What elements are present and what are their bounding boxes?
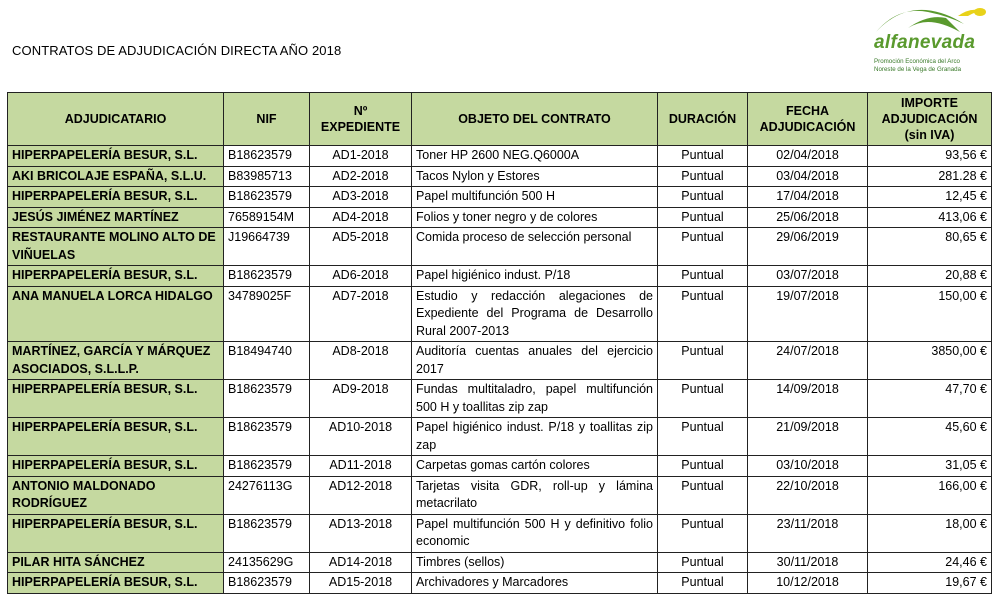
cell-duracion: Puntual xyxy=(658,380,748,418)
cell-duracion: Puntual xyxy=(658,166,748,187)
cell-nif: 24276113G xyxy=(224,476,310,514)
cell-duracion: Puntual xyxy=(658,228,748,266)
cell-duracion: Puntual xyxy=(658,146,748,167)
cell-importe: 3850,00 € xyxy=(868,342,992,380)
header-expediente-line1: Nº xyxy=(353,104,368,118)
cell-expediente: AD13-2018 xyxy=(310,514,412,552)
header-objeto: OBJETO DEL CONTRATO xyxy=(412,93,658,146)
cell-fecha: 02/04/2018 xyxy=(748,146,868,167)
cell-importe: 166,00 € xyxy=(868,476,992,514)
cell-expediente: AD15-2018 xyxy=(310,573,412,594)
cell-importe: 45,60 € xyxy=(868,418,992,456)
cell-nif: J19664739 xyxy=(224,228,310,266)
cell-objeto: Tarjetas visita GDR, roll-up y lámina metacrilato xyxy=(412,476,658,514)
cell-adjudicatario: HIPERPAPELERÍA BESUR, S.L. xyxy=(8,418,224,456)
cell-adjudicatario: HIPERPAPELERÍA BESUR, S.L. xyxy=(8,456,224,477)
table-header-row xyxy=(8,93,992,146)
cell-nif: B18623579 xyxy=(224,456,310,477)
header-importe-line2: ADJUDICACIÓN xyxy=(881,112,978,126)
table-row xyxy=(8,514,992,552)
cell-duracion: Puntual xyxy=(658,207,748,228)
cell-expediente: AD5-2018 xyxy=(310,228,412,266)
cell-fecha: 30/11/2018 xyxy=(748,552,868,573)
cell-expediente: AD11-2018 xyxy=(310,456,412,477)
cell-importe: 18,00 € xyxy=(868,514,992,552)
cell-expediente: AD7-2018 xyxy=(310,286,412,342)
cell-fecha: 03/07/2018 xyxy=(748,266,868,287)
cell-adjudicatario: HIPERPAPELERÍA BESUR, S.L. xyxy=(8,514,224,552)
logo-wordmark: alfanevada xyxy=(874,32,976,53)
cell-importe: 12,45 € xyxy=(868,187,992,208)
alfanevada-logo xyxy=(868,2,998,82)
cell-expediente: AD6-2018 xyxy=(310,266,412,287)
cell-fecha: 14/09/2018 xyxy=(748,380,868,418)
cell-objeto: Comida proceso de selección personal xyxy=(412,228,658,266)
cell-nif: B18494740 xyxy=(224,342,310,380)
cell-adjudicatario: JESÚS JIMÉNEZ MARTÍNEZ xyxy=(8,207,224,228)
table-row xyxy=(8,456,992,477)
cell-nif: B18623579 xyxy=(224,573,310,594)
cell-objeto: Toner HP 2600 NEG.Q6000A xyxy=(412,146,658,167)
cell-nif: B18623579 xyxy=(224,380,310,418)
cell-adjudicatario: HIPERPAPELERÍA BESUR, S.L. xyxy=(8,266,224,287)
cell-duracion: Puntual xyxy=(658,187,748,208)
cell-nif: B83985713 xyxy=(224,166,310,187)
cell-importe: 19,67 € xyxy=(868,573,992,594)
cell-duracion: Puntual xyxy=(658,266,748,287)
cell-objeto: Fundas multitaladro, papel multifunción 500 H y toallitas zip zap xyxy=(412,380,658,418)
logo-tagline-1: Promoción Económica del Arco xyxy=(874,58,960,65)
cell-nif: B18623579 xyxy=(224,187,310,208)
cell-nif: 76589154M xyxy=(224,207,310,228)
cell-objeto: Papel higiénico indust. P/18 xyxy=(412,266,658,287)
cell-objeto: Folios y toner negro y de colores xyxy=(412,207,658,228)
header-fecha-line2: ADJUDICACIÓN xyxy=(759,120,856,134)
cell-nif: 34789025F xyxy=(224,286,310,342)
cell-objeto: Timbres (sellos) xyxy=(412,552,658,573)
cell-adjudicatario: HIPERPAPELERÍA BESUR, S.L. xyxy=(8,573,224,594)
cell-fecha: 29/06/2019 xyxy=(748,228,868,266)
cell-expediente: AD1-2018 xyxy=(310,146,412,167)
cell-nif: B18623579 xyxy=(224,146,310,167)
cell-importe: 80,65 € xyxy=(868,228,992,266)
header-duracion: DURACIÓN xyxy=(658,93,748,146)
cell-nif: 24135629G xyxy=(224,552,310,573)
header-nif: NIF xyxy=(224,93,310,146)
header-expediente xyxy=(310,93,412,146)
cell-adjudicatario: MARTÍNEZ, GARCÍA Y MÁRQUEZ ASOCIADOS, S.L.L.P. xyxy=(8,342,224,380)
table-row xyxy=(8,266,992,287)
cell-objeto: Papel higiénico indust. P/18 y toallitas zip zap xyxy=(412,418,658,456)
cell-expediente: AD14-2018 xyxy=(310,552,412,573)
cell-adjudicatario: AKI BRICOLAJE ESPAÑA, S.L.U. xyxy=(8,166,224,187)
cell-expediente: AD10-2018 xyxy=(310,418,412,456)
cell-importe: 150,00 € xyxy=(868,286,992,342)
table-row xyxy=(8,166,992,187)
table-row xyxy=(8,286,992,342)
cell-objeto: Tacos Nylon y Estores xyxy=(412,166,658,187)
cell-duracion: Puntual xyxy=(658,418,748,456)
cell-importe: 31,05 € xyxy=(868,456,992,477)
cell-fecha: 10/12/2018 xyxy=(748,573,868,594)
cell-adjudicatario: ANTONIO MALDONADO RODRÍGUEZ xyxy=(8,476,224,514)
table-row xyxy=(8,207,992,228)
cell-fecha: 21/09/2018 xyxy=(748,418,868,456)
table-row xyxy=(8,146,992,167)
cell-adjudicatario: HIPERPAPELERÍA BESUR, S.L. xyxy=(8,146,224,167)
contracts-table xyxy=(7,92,992,594)
cell-importe: 281.28 € xyxy=(868,166,992,187)
logo-tagline-2: Noreste de la Vega de Granada xyxy=(874,66,962,73)
cell-objeto: Papel multifunción 500 H xyxy=(412,187,658,208)
cell-duracion: Puntual xyxy=(658,514,748,552)
cell-objeto: Papel multifunción 500 H y definitivo folio economic xyxy=(412,514,658,552)
header-importe-line1: IMPORTE xyxy=(901,96,958,110)
cell-duracion: Puntual xyxy=(658,456,748,477)
cell-importe: 93,56 € xyxy=(868,146,992,167)
cell-fecha: 25/06/2018 xyxy=(748,207,868,228)
cell-fecha: 03/10/2018 xyxy=(748,456,868,477)
cell-adjudicatario: HIPERPAPELERÍA BESUR, S.L. xyxy=(8,380,224,418)
table-row xyxy=(8,187,992,208)
cell-nif: B18623579 xyxy=(224,266,310,287)
cell-duracion: Puntual xyxy=(658,476,748,514)
cell-expediente: AD9-2018 xyxy=(310,380,412,418)
cell-expediente: AD4-2018 xyxy=(310,207,412,228)
cell-expediente: AD2-2018 xyxy=(310,166,412,187)
cell-nif: B18623579 xyxy=(224,418,310,456)
header-fecha-line1: FECHA xyxy=(785,104,830,118)
cell-objeto: Archivadores y Marcadores xyxy=(412,573,658,594)
cell-expediente: AD12-2018 xyxy=(310,476,412,514)
cell-fecha: 19/07/2018 xyxy=(748,286,868,342)
cell-adjudicatario: RESTAURANTE MOLINO ALTO DE VIÑUELAS xyxy=(8,228,224,266)
header-fecha xyxy=(748,93,868,146)
cell-duracion: Puntual xyxy=(658,552,748,573)
cell-objeto: Auditoría cuentas anuales del ejercicio 2017 xyxy=(412,342,658,380)
cell-adjudicatario: ANA MANUELA LORCA HIDALGO xyxy=(8,286,224,342)
cell-adjudicatario: HIPERPAPELERÍA BESUR, S.L. xyxy=(8,187,224,208)
cell-expediente: AD8-2018 xyxy=(310,342,412,380)
cell-importe: 47,70 € xyxy=(868,380,992,418)
cell-fecha: 03/04/2018 xyxy=(748,166,868,187)
cell-duracion: Puntual xyxy=(658,573,748,594)
table-row xyxy=(8,228,992,266)
table-row xyxy=(8,573,992,594)
header-importe-line3: (sin IVA) xyxy=(904,128,955,142)
cell-importe: 24,46 € xyxy=(868,552,992,573)
cell-fecha: 24/07/2018 xyxy=(748,342,868,380)
cell-importe: 413,06 € xyxy=(868,207,992,228)
table-row xyxy=(8,380,992,418)
cell-importe: 20,88 € xyxy=(868,266,992,287)
table-row xyxy=(8,552,992,573)
header-importe xyxy=(868,93,992,146)
header-adjudicatario: ADJUDICATARIO xyxy=(8,93,224,146)
cell-expediente: AD3-2018 xyxy=(310,187,412,208)
cell-objeto: Carpetas gomas cartón colores xyxy=(412,456,658,477)
table-row xyxy=(8,476,992,514)
cell-duracion: Puntual xyxy=(658,286,748,342)
cell-fecha: 23/11/2018 xyxy=(748,514,868,552)
cell-adjudicatario: PILAR HITA SÁNCHEZ xyxy=(8,552,224,573)
header-expediente-line2: EXPEDIENTE xyxy=(320,120,401,134)
cell-fecha: 17/04/2018 xyxy=(748,187,868,208)
cell-duracion: Puntual xyxy=(658,342,748,380)
table-row xyxy=(8,342,992,380)
cell-fecha: 22/10/2018 xyxy=(748,476,868,514)
cell-objeto: Estudio y redacción alegaciones de Expediente del Programa de Desarrollo Rural 2007-2013 xyxy=(412,286,658,342)
table-row xyxy=(8,418,992,456)
page-title: CONTRATOS DE ADJUDICACIÓN DIRECTA AÑO 2018 xyxy=(12,43,342,58)
cell-nif: B18623579 xyxy=(224,514,310,552)
